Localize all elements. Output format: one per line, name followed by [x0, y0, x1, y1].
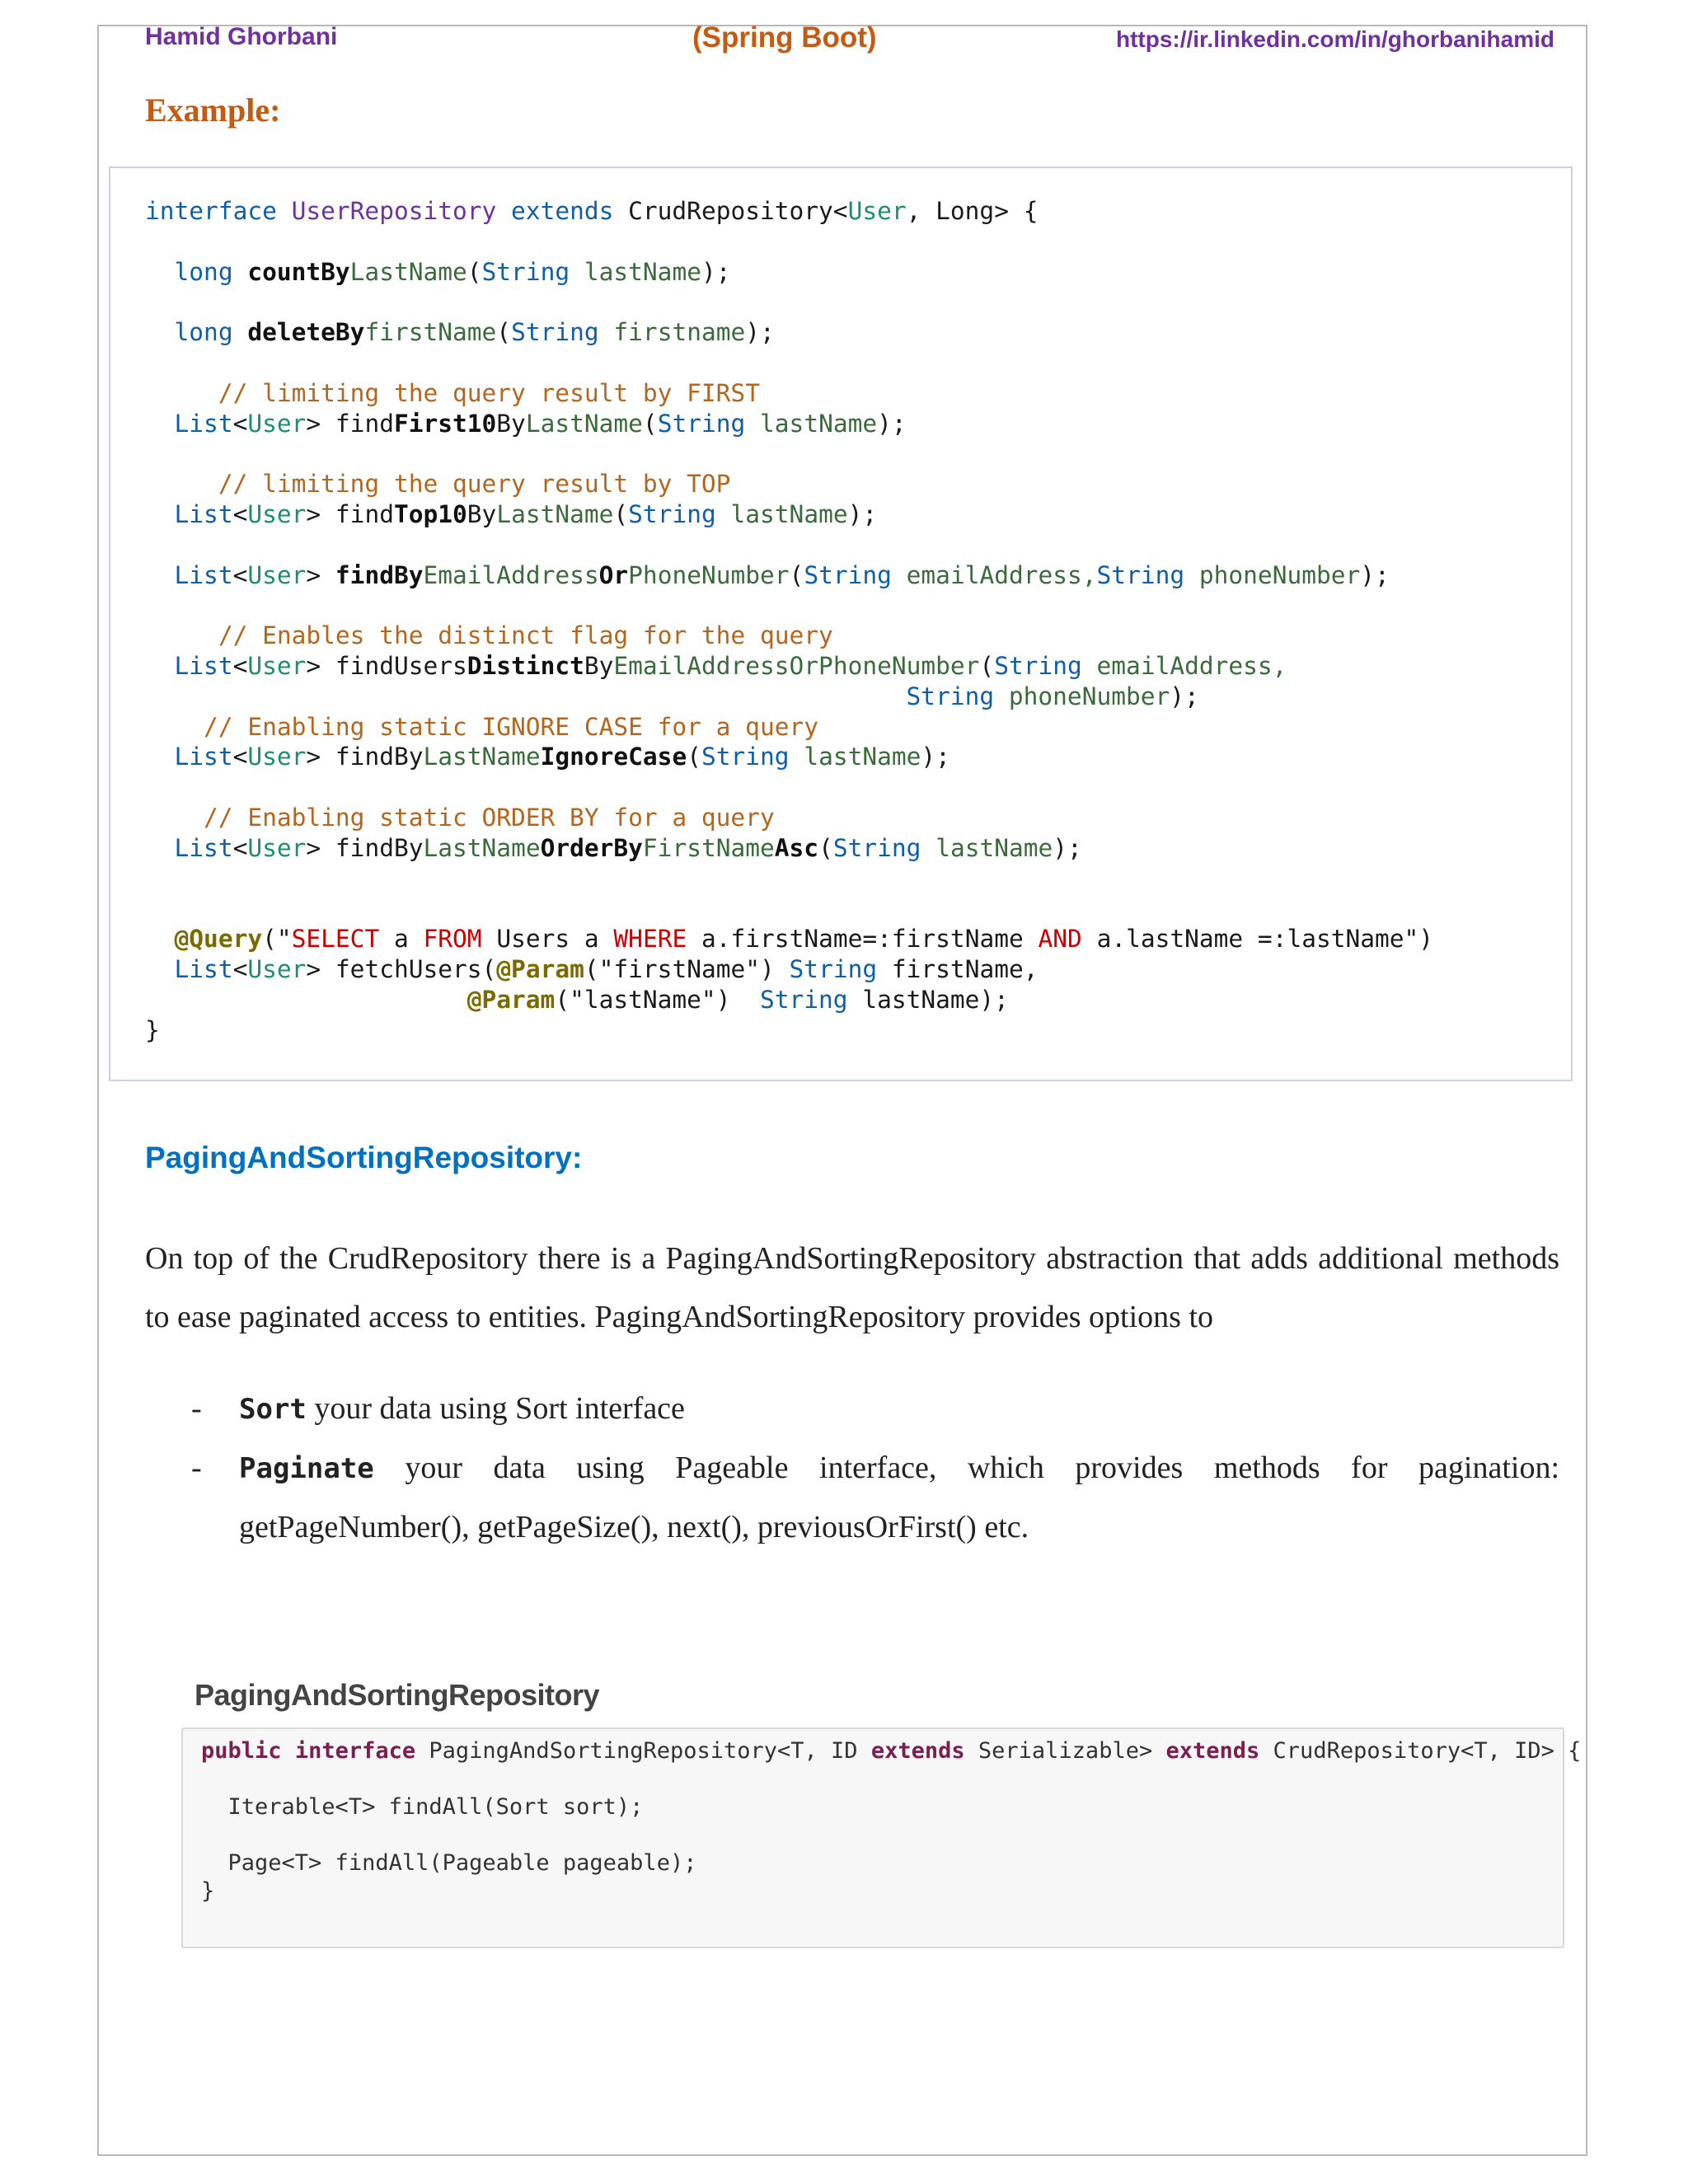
list-item: - Sort your data using Sort interface	[145, 1380, 1559, 1439]
options-list	[145, 1380, 1559, 1557]
header-author: Hamid Ghorbani	[145, 23, 338, 50]
list-item: - Paginate your data using Pageable interface, which provides methods for pagination: getPageNumber(), getPageSize(), next(), previousOrFirst() etc.	[145, 1439, 1559, 1557]
header-topic: (Spring Boot)	[692, 21, 877, 54]
bullet-dash: -	[191, 1391, 202, 1426]
paging-repository-code: public interface PagingAndSortingRepository<T, ID extends Serializable> extends CrudRepository<T, ID> { Iterable<T> findAll(Sort sort); Page<T> findAll(Pageable pageable); }	[201, 1738, 1582, 1904]
header-link[interactable]: https://ir.linkedin.com/in/ghorbanihamid	[1115, 26, 1554, 52]
figure-title: PagingAndSortingRepository	[195, 1678, 599, 1712]
intro-paragraph: On top of the CrudRepository there is a PagingAndSortingRepository abstraction that adds additional methods to ease paginated access to entities. PagingAndSortingRepository provides options to	[145, 1241, 1559, 1334]
user-repository-code: interface UserRepository extends CrudRepository<User, Long> { long countByLastName(String lastName); long deleteByfirstName(String firstname); // limiting the query result by FIRST List<User> findFirst10ByLastName(String lastName); // limiting the query result by TOP List<User> findTop10ByLastName(String lastName); List<User> findByEmailAddressOrPhoneNumber(String emailAddress,String phoneNumber); // Enables the distinct flag for the query List<User> findUsersDistinctByEmailAddressOrPhoneNumber(String emailAddress, String phoneNumber); // Enabling static IGNORE CASE for a query List<User> findByLastNameIgnoreCase(String lastName); // Enabling static ORDER BY for a query List<User> findByLastNameOrderByFirstNameAsc(String lastName); @Query("SELECT a FROM Users a WHERE a.firstName=:firstName AND a.lastName =:lastName") List<User> fetchUsers(@Param("firstName") String firstName, @Param("lastName") String lastName); }	[145, 197, 1434, 1044]
example-heading: Example:	[145, 91, 281, 129]
paging-heading: PagingAndSortingRepository:	[145, 1141, 583, 1174]
bullet-dash: -	[191, 1451, 202, 1485]
